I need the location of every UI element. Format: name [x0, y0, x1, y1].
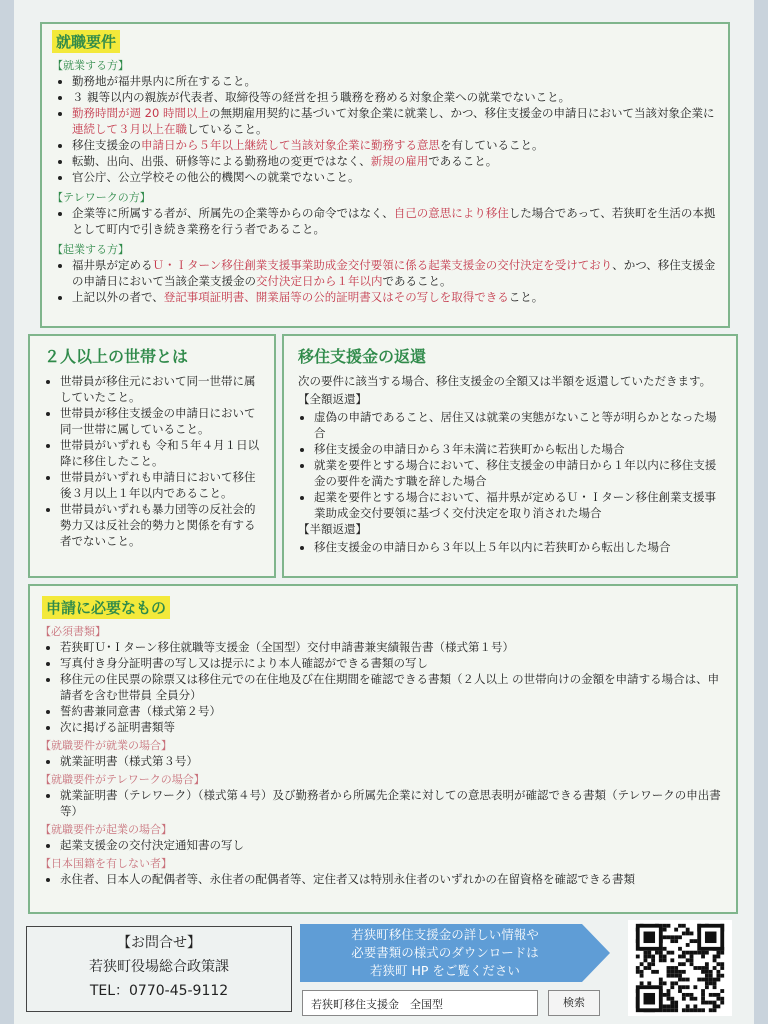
emphasis-text: 新規の雇用: [370, 154, 429, 168]
body-text: を有していること。: [440, 138, 544, 152]
list-item: [72, 289, 718, 305]
telework-heading: 【テレワークの方】: [52, 191, 151, 204]
list-item: • 世帯員が移住元において同一世帯に属していたこと。: [60, 373, 264, 405]
body-text: の無期雇用契約に基づいて対象企業に就業し、かつ、移住支援金の申請日において当該対象企業に: [208, 106, 715, 120]
list-item: [72, 153, 718, 169]
list-item: [72, 205, 718, 237]
required-documents-section: [28, 584, 738, 914]
info-line3: 若狭町 HP をご覧ください: [370, 963, 520, 978]
list-item: • 若狭町Ｕ･Ｉターン移住就職等支援金（全国型）交付申請書兼実績報告書（様式第１号）: [60, 639, 726, 655]
search-box[interactable]: 若狭町移住支援金 全国型: [302, 990, 538, 1016]
employed-heading: 【就業する方】: [52, 59, 129, 72]
req-telework-heading: 【就職要件がテレワークの場合】: [40, 773, 205, 786]
list-item: [72, 73, 718, 89]
list-item: [72, 137, 718, 153]
req-employed-heading: 【就職要件が就業の場合】: [40, 739, 172, 752]
info-line2: 必要書類の様式のダウンロードは: [351, 945, 539, 960]
list-item: [72, 89, 718, 105]
list-item: • 誓約書兼同意書（様式第２号）: [60, 703, 726, 719]
list-item: • 世帯員がいずれも申請日において移住後３月以上１年以内であること。: [60, 469, 264, 501]
household-section: [28, 334, 276, 578]
telework-list: [52, 205, 718, 237]
refund-half-heading: 【半額返還】: [298, 522, 367, 536]
must-list: [40, 639, 726, 735]
emphasis-text: 申請日から５年以上継続して当該対象企業に勤務する意思: [141, 138, 440, 152]
qr-code-icon[interactable]: [628, 920, 732, 1016]
body-text: こと。: [508, 290, 544, 304]
list-item: • 就業証明書（テレワーク）（様式第４号）及び勤務者から所属先企業に対しての意思表明が確認できる書類（テレワークの申出書等）: [60, 787, 726, 819]
list-item: • 永住者、日本人の配偶者等、永住者の配偶者等、定住者又は特別永住者のいずれかの在留資格を確認できる書類: [60, 871, 726, 887]
list-item: • 移住元の住民票の除票又は移住元での在住地及び在住期間を確認できる書類（２人以上 の世帯向けの金額を申請する場合は、申請者を含む世帯員 全員分）: [60, 671, 726, 703]
body-text: 福井県が定める: [72, 258, 153, 272]
list-item: [72, 105, 718, 137]
refund-section: [282, 334, 738, 578]
list-item: [72, 169, 718, 185]
required-title: 申請に必要なもの: [42, 596, 170, 619]
body-text: であること。: [382, 274, 452, 288]
body-text: した場合であって、若狭町を生活の本拠として町内で引き続き業務を行う者であること。: [72, 206, 716, 236]
req-startup-heading: 【就職要件が起業の場合】: [40, 823, 172, 836]
household-title: ２人以上の世帯とは: [44, 347, 189, 366]
list-item: • 移住支援金の申請日から３年未満に若狭町から転出した場合: [314, 441, 726, 457]
list-item: • 移住支援金の申請日から３年以上５年以内に若狭町から転出した場合: [314, 539, 726, 555]
body-text: 企業等に所属する者が、所属先の企業等からの命令ではなく、: [72, 206, 394, 220]
req-employed-list: [40, 753, 726, 769]
list-item: [72, 257, 718, 289]
list-item: • 次に掲げる証明書類等: [60, 719, 726, 735]
body-text: 転勤、出向、出張、研修等による勤務地の変更ではなく、: [72, 154, 371, 168]
body-text: 勤務地が福井県内に所在すること。: [72, 74, 256, 88]
emphasis-text: 登記事項証明書、開業届等の公的証明書又はその写しを取得できる: [163, 290, 509, 304]
emphasis-text: 勤務時間が週 20 時間以上: [72, 106, 209, 120]
body-text: ３ 親等以内の親族が代表者、取締役等の経営を担う職務を務める対象企業への就業でないこと。: [72, 90, 571, 104]
employment-requirements-section: [40, 22, 730, 328]
emphasis-text: Ｕ・Ｉターン移住創業支援事業助成金交付要領に係る起業支援金の交付決定を受けており: [152, 258, 613, 272]
list-item: • 起業支援金の交付決定通知書の写し: [60, 837, 726, 853]
list-item: • 世帯員がいずれも 令和５年４月１日以降に移住したこと。: [60, 437, 264, 469]
refund-full-list: [294, 409, 726, 521]
list-item: • 世帯員が移住支援金の申請日において同一世帯に属していること。: [60, 405, 264, 437]
req-telework-list: [40, 787, 726, 819]
contact-box: [26, 926, 292, 1012]
contact-title: 【お問合せ】: [117, 935, 201, 951]
req-startup-list: [40, 837, 726, 853]
list-item: • 世帯員がいずれも暴力団等の反社会的勢力又は反社会的勢力と関係を有する者でないこと。: [60, 501, 264, 549]
list-item: • 起業を要件とする場合において、福井県が定めるＵ・Ｉターン移住創業支援事業助成金交付要領に基づく交付決定を取り消された場合: [314, 489, 726, 521]
household-list: [40, 373, 264, 549]
info-text: [300, 926, 590, 980]
employed-list: [52, 73, 718, 185]
list-item: • 就業を要件とする場合において、移住支援金の申請日から１年以内に移住支援金の要件を満たす職を辞した場合: [314, 457, 726, 489]
startup-list: [52, 257, 718, 305]
info-line1: 若狭町移住支援金の詳しい情報や: [351, 927, 539, 942]
refund-half-list: [294, 539, 726, 555]
refund-intro: 次の要件に該当する場合、移住支援金の全額又は半額を返還していただきます。: [298, 374, 712, 388]
emphasis-text: 交付決定日から１年以内: [256, 274, 383, 288]
emphasis-text: 連続して３月以上在職: [72, 122, 187, 136]
contact-tel: TEL：0770-45-9112: [89, 983, 229, 999]
employment-title: 就職要件: [52, 30, 120, 53]
list-item: • 写真付き身分証明書の写し又は提示により本人確認ができる書類の写し: [60, 655, 726, 671]
body-text: 上記以外の者で、: [72, 290, 164, 304]
startup-heading: 【起業する方】: [52, 243, 129, 256]
body-text: 移住支援金の: [72, 138, 141, 152]
body-text: 官公庁、公立学校その他公的機関への就業でないこと。: [72, 170, 360, 184]
must-heading: 【必須書類】: [40, 625, 106, 638]
contact-dept: 若狭町役場総合政策課: [89, 959, 229, 975]
body-text: していること。: [187, 122, 268, 136]
list-item: • 就業証明書（様式第３号）: [60, 753, 726, 769]
body-text: であること。: [428, 154, 498, 168]
body-text: 、かつ、移住支援金の申請日において当該企業支援金の: [72, 258, 716, 288]
search-button[interactable]: 検索: [548, 990, 600, 1016]
emphasis-text: 自己の意思により移住: [393, 206, 509, 220]
list-item: • 虚偽の申請であること、居住又は就業の実態がないこと等が明らかとなった場合: [314, 409, 726, 441]
refund-title: 移住支援金の返還: [298, 347, 427, 366]
req-foreign-list: [40, 871, 726, 887]
req-foreign-heading: 【日本国籍を有しない者】: [40, 857, 172, 870]
refund-full-heading: 【全額返還】: [298, 392, 367, 406]
